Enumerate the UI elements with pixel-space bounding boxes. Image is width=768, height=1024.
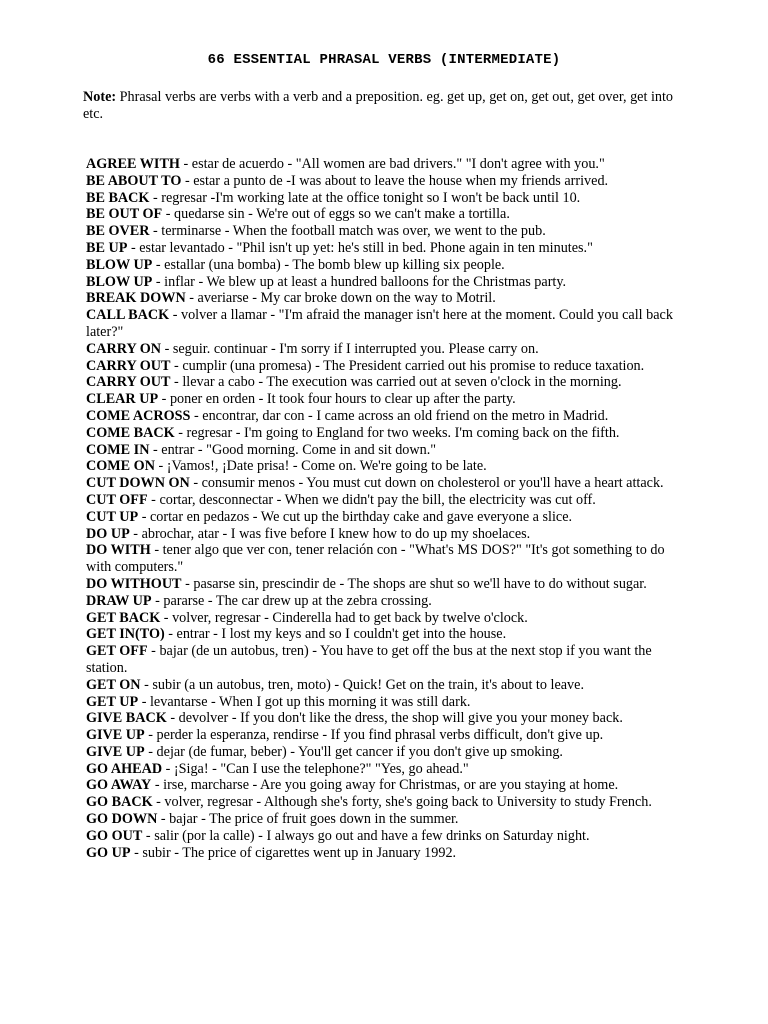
- verb-definition: - abrochar, atar - I was five before I knew how to do up my shoelaces.: [129, 525, 531, 542]
- phrasal-verb: GET ON: [86, 676, 141, 693]
- list-item: [86, 425, 686, 442]
- list-item: [86, 408, 686, 425]
- list-item: [86, 206, 686, 223]
- verb-definition: - volver, regresar - Although she's forty, she's going back to University to study French.: [152, 794, 652, 811]
- verb-definition: - estar levantado - "Phil isn't up yet: he's still in bed. Phone again in ten minutes.": [127, 239, 593, 256]
- list-item: [86, 223, 686, 240]
- phrasal-verb: BE ABOUT TO: [86, 172, 182, 189]
- phrasal-verb: GET BACK: [86, 609, 161, 626]
- phrasal-verb: GO AWAY: [86, 777, 152, 794]
- document-title: 66 ESSENTIAL PHRASAL VERBS (INTERMEDIATE): [207, 52, 561, 68]
- phrasal-verb: GO UP: [86, 844, 131, 861]
- phrasal-verb: GET UP: [86, 693, 139, 710]
- verb-definition: - inflar - We blew up at least a hundred balloons for the Christmas party.: [152, 273, 567, 290]
- phrasal-verb: CLEAR UP: [86, 391, 159, 408]
- verb-definition: - subir (a un autobus, tren, moto) - Quick! Get on the train, it's about to leave.: [140, 676, 584, 693]
- list-item: [86, 593, 686, 610]
- list-item: [86, 307, 686, 341]
- list-item: [86, 710, 686, 727]
- list-item: [86, 610, 686, 627]
- list-item: [86, 341, 686, 358]
- phrasal-verb: BE OUT OF: [86, 206, 163, 223]
- list-item: [86, 156, 686, 173]
- list-item: [86, 777, 686, 794]
- verb-definition: - pasarse sin, prescindir de - The shops are shut so we'll have to do without sugar.: [181, 575, 647, 592]
- verb-definition: - estar de acuerdo - "All women are bad drivers." "I don't agree with you.": [179, 156, 605, 172]
- list-item: [86, 492, 686, 509]
- list-item: [86, 190, 686, 207]
- verb-definition: - pararse - The car drew up at the zebra crossing.: [151, 592, 432, 609]
- phrasal-verb: BREAK DOWN: [86, 290, 186, 307]
- phrasal-verb: COME ACROSS: [86, 407, 191, 424]
- list-item: [86, 290, 686, 307]
- list-item: [86, 643, 686, 677]
- verb-definition: - llevar a cabo - The execution was carried out at seven o'clock in the morning.: [170, 374, 622, 391]
- verb-definition: - quedarse sin - We're out of eggs so we can't make a tortilla.: [162, 206, 510, 223]
- phrasal-verb: BE OVER: [86, 223, 150, 240]
- list-item: [86, 761, 686, 778]
- list-item: [86, 173, 686, 190]
- verb-definition: - ¡Vamos!, ¡Date prisa! - Come on. We're going to be late.: [154, 458, 487, 475]
- verb-definition: - volver a llamar - "I'm afraid the manager isn't here at the moment. Could you call back later?": [86, 307, 673, 340]
- phrasal-verb: DRAW UP: [86, 592, 152, 609]
- verb-definition: - subir - The price of cigarettes went up in January 1992.: [130, 844, 457, 861]
- list-item: [86, 845, 686, 862]
- phrasal-verb: DO WITH: [86, 542, 151, 559]
- verb-definition: - averiarse - My car broke down on the way to Motril.: [185, 290, 496, 307]
- phrasal-verb: GIVE UP: [86, 743, 145, 760]
- list-item: [86, 811, 686, 828]
- phrasal-verb: COME ON: [86, 458, 155, 475]
- phrasal-verb-list: [86, 156, 686, 861]
- note-paragraph: [83, 89, 688, 123]
- verb-definition: - salir (por la calle) - I always go out and have a few drinks on Saturday night.: [142, 827, 590, 844]
- verb-definition: - entrar - I lost my keys and so I couldn't get into the house.: [164, 626, 507, 643]
- verb-definition: - perder la esperanza, rendirse - If you find phrasal verbs difficult, don't give up.: [144, 727, 604, 744]
- list-item: [86, 240, 686, 257]
- phrasal-verb: GO BACK: [86, 794, 153, 811]
- list-item: [86, 442, 686, 459]
- phrasal-verb: DO WITHOUT: [86, 575, 182, 592]
- list-item: [86, 828, 686, 845]
- verb-definition: - volver, regresar - Cinderella had to get back by twelve o'clock.: [160, 609, 528, 626]
- phrasal-verb: GO OUT: [86, 827, 143, 844]
- verb-definition: - poner en orden - It took four hours to clear up after the party.: [158, 391, 516, 408]
- list-item: [86, 794, 686, 811]
- list-item: [86, 509, 686, 526]
- list-item: [86, 526, 686, 543]
- verb-definition: - regresar - I'm going to England for two weeks. I'm coming back on the fifth.: [174, 424, 620, 441]
- phrasal-verb: DO UP: [86, 525, 130, 542]
- list-item: [86, 257, 686, 274]
- verb-definition: - estallar (una bomba) - The bomb blew up killing six people.: [152, 256, 505, 273]
- verb-definition: - dejar (de fumar, beber) - You'll get cancer if you don't give up smoking.: [144, 743, 563, 760]
- note-label: Note:: [83, 89, 117, 105]
- verb-definition: - irse, marcharse - Are you going away for Christmas, or are you staying at home.: [151, 777, 619, 794]
- verb-definition: - devolver - If you don't like the dress, the shop will give you your money back.: [166, 710, 623, 727]
- phrasal-verb: GET OFF: [86, 643, 148, 660]
- phrasal-verb: BLOW UP: [86, 273, 153, 290]
- phrasal-verb: GO DOWN: [86, 811, 158, 828]
- phrasal-verb: CUT OFF: [86, 491, 148, 508]
- phrasal-verb: BLOW UP: [86, 256, 153, 273]
- verb-definition: - seguir. continuar - I'm sorry if I interrupted you. Please carry on.: [161, 340, 539, 357]
- verb-definition: - cumplir (una promesa) - The President carried out his promise to reduce taxation.: [170, 357, 645, 374]
- verb-definition: - estar a punto de -I was about to leave the house when my friends arrived.: [181, 172, 609, 189]
- list-item: [86, 542, 686, 576]
- phrasal-verb: GIVE UP: [86, 727, 145, 744]
- list-item: [86, 744, 686, 761]
- phrasal-verb: CALL BACK: [86, 307, 170, 324]
- phrasal-verb: COME IN: [86, 441, 150, 458]
- list-item: [86, 391, 686, 408]
- verb-definition: - encontrar, dar con - I came across an old friend on the metro in Madrid.: [190, 407, 609, 424]
- verb-definition: - entrar - "Good morning. Come in and sit down.": [149, 441, 437, 458]
- list-item: [86, 727, 686, 744]
- note-text: Phrasal verbs are verbs with a verb and a preposition. eg. get up, get on, get out, get over, get into etc.: [83, 89, 674, 122]
- list-item: [86, 274, 686, 291]
- verb-definition: - bajar (de un autobus, tren) - You have to get off the bus at the next stop if you want the station.: [86, 643, 652, 676]
- phrasal-verb: GO AHEAD: [86, 760, 163, 777]
- verb-definition: - ¡Siga! - "Can I use the telephone?" "Yes, go ahead.": [162, 760, 469, 777]
- phrasal-verb: COME BACK: [86, 424, 175, 441]
- list-item: [86, 626, 686, 643]
- verb-definition: - levantarse - When I got up this morning it was still dark.: [138, 693, 471, 710]
- phrasal-verb: CARRY OUT: [86, 374, 171, 391]
- verb-definition: - bajar - The price of fruit goes down in the summer.: [157, 811, 459, 828]
- phrasal-verb: AGREE WITH: [86, 156, 180, 172]
- list-item: [86, 458, 686, 475]
- phrasal-verb: GET IN(TO): [86, 626, 165, 643]
- phrasal-verb: CUT UP: [86, 508, 139, 525]
- phrasal-verb: BE BACK: [86, 189, 150, 206]
- verb-definition: - tener algo que ver con, tener relación con - "What's MS DOS?" "It's got something to do with computers.": [86, 542, 665, 576]
- phrasal-verb: CARRY OUT: [86, 357, 171, 374]
- phrasal-verb: BE UP: [86, 239, 128, 256]
- list-item: [86, 677, 686, 694]
- phrasal-verb: GIVE BACK: [86, 710, 167, 727]
- list-item: [86, 475, 686, 492]
- list-item: [86, 358, 686, 375]
- list-item: [86, 694, 686, 711]
- verb-definition: - terminarse - When the football match was over, we went to the pub.: [149, 223, 546, 240]
- list-item: [86, 374, 686, 391]
- list-item: [86, 576, 686, 593]
- verb-definition: - cortar en pedazos - We cut up the birthday cake and gave everyone a slice.: [138, 508, 573, 525]
- verb-definition: - regresar -I'm working late at the office tonight so I won't be back until 10.: [149, 189, 581, 206]
- phrasal-verb: CARRY ON: [86, 340, 162, 357]
- verb-definition: - cortar, desconnectar - When we didn't pay the bill, the electricity was cut off.: [147, 491, 596, 508]
- verb-definition: - consumir menos - You must cut down on cholesterol or you'll have a heart attack.: [189, 475, 664, 492]
- phrasal-verb: CUT DOWN ON: [86, 475, 190, 492]
